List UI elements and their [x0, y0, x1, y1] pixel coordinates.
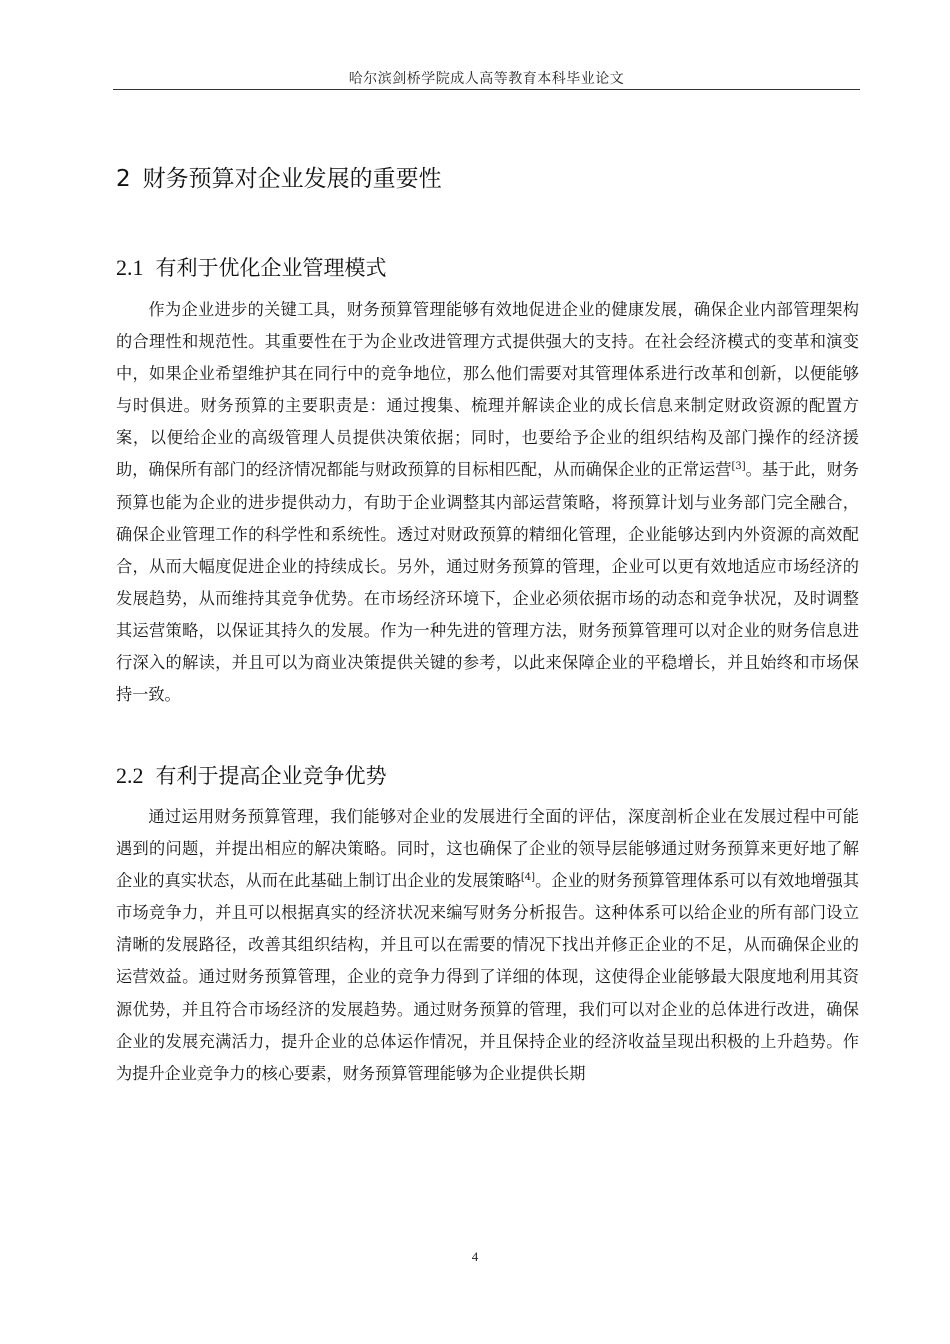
paragraph-2-1 — [116, 294, 859, 711]
subsection-heading-2-2 — [116, 760, 387, 790]
section-heading — [116, 160, 442, 193]
subsection-heading-2-1 — [116, 252, 387, 282]
section-number: 2 — [116, 166, 131, 192]
section-title: 财务预算对企业发展的重要性 — [142, 166, 442, 192]
paragraph-text: 通过运用财务预算管理，我们能够对企业的发展进行全面的评估，深度剖析企业在发展过程中可能遇到的问题，并提出相应的解决策略。同时，这也确保了企业的领导层能够通过财务预算来更好地了解企业的真实状态，从而在此基础上制订出企业的发展策略 — [116, 807, 859, 891]
subsection-title: 有利于优化企业管理模式 — [155, 256, 387, 280]
subsection-number: 2.1 — [116, 255, 144, 280]
page-number: 4 — [471, 1249, 479, 1264]
subsection-number: 2.2 — [116, 763, 144, 788]
paragraph-2-2 — [116, 801, 859, 1090]
header-divider — [113, 89, 860, 90]
citation-marker: [3] — [731, 461, 746, 473]
paragraph-text: 。基于此，财务预算也能为企业的进步提供动力，有助于企业调整其内部运营策略，将预算计划与业务部门完全融合，确保企业管理工作的科学性和系统性。透过对财政预算的精细化管理，企业能够达到内外资源的高效配合，从而大幅度促进企业的持续成长。另外，通过财务预算的管理，企业可以更有效地适应市场经济的发展趋势，从而维持其竞争优势。在市场经济环境下，企业必须依据市场的动态和竞争状况，及时调整其运营策略，以保证其持久的发展。作为一种先进的管理方法，财务预算管理可以对企业的财务信息进行深入的解读，并且可以为商业决策提供关键的参考，以此来保障企业的平稳增长，并且始终和市场保持一致。 — [116, 460, 859, 705]
subsection-title: 有利于提高企业竞争优势 — [155, 764, 387, 788]
running-header: 哈尔滨剑桥学院成人高等教育本科毕业论文 — [348, 71, 625, 87]
paragraph-text: 。企业的财务预算管理体系可以有效地增强其市场竞争力，并且可以根据真实的经济状况来编写财务分析报告。这种体系可以给企业的所有部门设立清晰的发展路径，改善其组织结构，并且可以在需要的情况下找出并修正企业的不足，从而确保企业的运营效益。通过财务预算管理，企业的竞争力得到了详细的体现，这使得企业能够最大限度地利用其资源优势，并且符合市场经济的发展趋势。通过财务预算的管理，我们可以对企业的总体进行改进，确保企业的发展充满活力，提升企业的总体运作情况，并且保持企业的经济收益呈现出积极的上升趋势。作为提升企业竞争力的核心要素，财务预算管理能够为企业提供长期 — [116, 871, 860, 1083]
citation-marker: [4] — [520, 872, 536, 884]
paragraph-text: 作为企业进步的关键工具，财务预算管理能够有效地促进企业的健康发展，确保企业内部管理架构的合理性和规范性。其重要性在于为企业改进管理方式提供强大的支持。在社会经济模式的变革和演变中，如果企业希望维护其在同行中的竞争地位，那么他们需要对其管理体系进行改革和创新，以便能够与时俱进。财务预算的主要职责是：通过搜集、梳理并解读企业的成长信息来制定财政资源的配置方案，以便给企业的高级管理人员提供决策依据；同时，也要给予企业的组织结构及部门操作的经济援助，确保所有部门的经济情况都能与财政预算的目标相匹配，从而确保企业的正常运营 — [116, 300, 859, 480]
